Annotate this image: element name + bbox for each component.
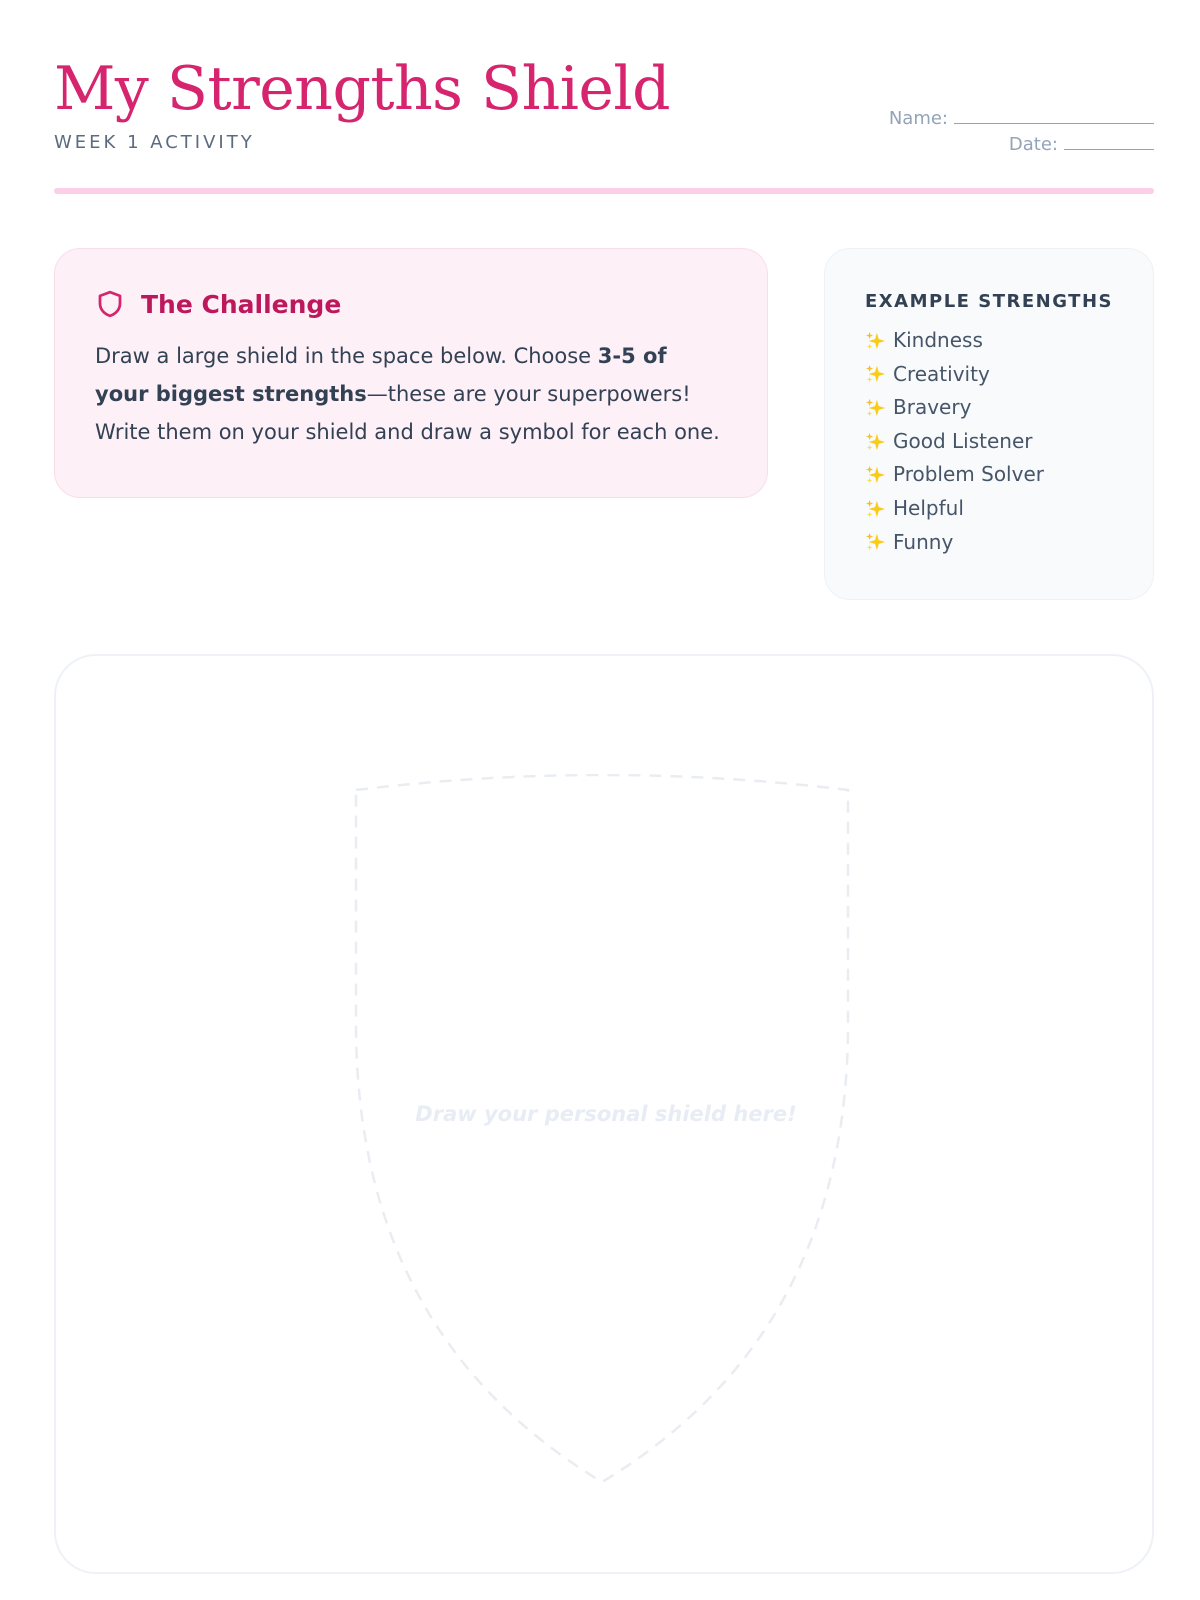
challenge-card bbox=[54, 248, 768, 498]
challenge-title: The Challenge bbox=[141, 289, 342, 319]
example-strength-item bbox=[865, 526, 1113, 560]
challenge-header bbox=[95, 289, 727, 319]
example-strength-item bbox=[865, 324, 1113, 358]
date-field[interactable] bbox=[889, 132, 1154, 158]
challenge-instructions bbox=[95, 337, 727, 451]
shield-icon bbox=[95, 289, 125, 319]
example-strength-item bbox=[865, 425, 1113, 459]
challenge-text-emphasis: 3-5 of your biggest strengths bbox=[95, 344, 667, 406]
example-strength-item bbox=[865, 391, 1113, 425]
example-strength-label: Problem Solver bbox=[893, 462, 1044, 487]
sparkle-icon bbox=[865, 330, 887, 352]
sparkle-icon bbox=[865, 363, 887, 385]
drawing-hint: Draw your personal shield here! bbox=[415, 1102, 797, 1126]
page-subtitle: WEEK 1 ACTIVITY bbox=[54, 132, 255, 153]
name-date-fields bbox=[889, 106, 1154, 158]
name-label: Name: bbox=[888, 108, 948, 129]
example-strength-label: Funny bbox=[893, 529, 954, 554]
name-blank-line[interactable] bbox=[954, 107, 1154, 124]
example-strength-label: Helpful bbox=[893, 495, 964, 520]
sparkle-icon bbox=[865, 464, 887, 486]
example-strength-item bbox=[865, 492, 1113, 526]
sparkle-icon bbox=[865, 397, 887, 419]
name-field[interactable] bbox=[889, 106, 1154, 132]
sparkle-icon bbox=[865, 498, 887, 520]
example-strength-label: Bravery bbox=[893, 395, 972, 420]
page-title: My Strengths Shield bbox=[54, 54, 671, 124]
example-strength-label: Kindness bbox=[893, 328, 983, 352]
date-label: Date: bbox=[1008, 134, 1058, 155]
example-strengths-card bbox=[824, 248, 1154, 600]
date-blank-line[interactable] bbox=[1064, 133, 1154, 150]
header-divider bbox=[54, 188, 1154, 194]
challenge-text-part: Draw a large shield in the space below. Choose bbox=[95, 344, 598, 368]
sparkle-icon bbox=[865, 431, 887, 453]
example-strength-label: Good Listener bbox=[893, 428, 1033, 453]
shield-outline bbox=[354, 774, 850, 1486]
challenge-text-part: —these are your superpowers! Write them on your shield and draw a symbol for each one. bbox=[95, 382, 720, 444]
example-strength-item bbox=[865, 358, 1113, 392]
sparkle-icon bbox=[865, 531, 887, 553]
examples-list bbox=[865, 324, 1113, 559]
examples-title: EXAMPLE STRENGTHS bbox=[865, 291, 1113, 312]
example-strength-label: Creativity bbox=[893, 361, 990, 386]
example-strength-item bbox=[865, 458, 1113, 492]
drawing-area[interactable] bbox=[54, 654, 1154, 1574]
